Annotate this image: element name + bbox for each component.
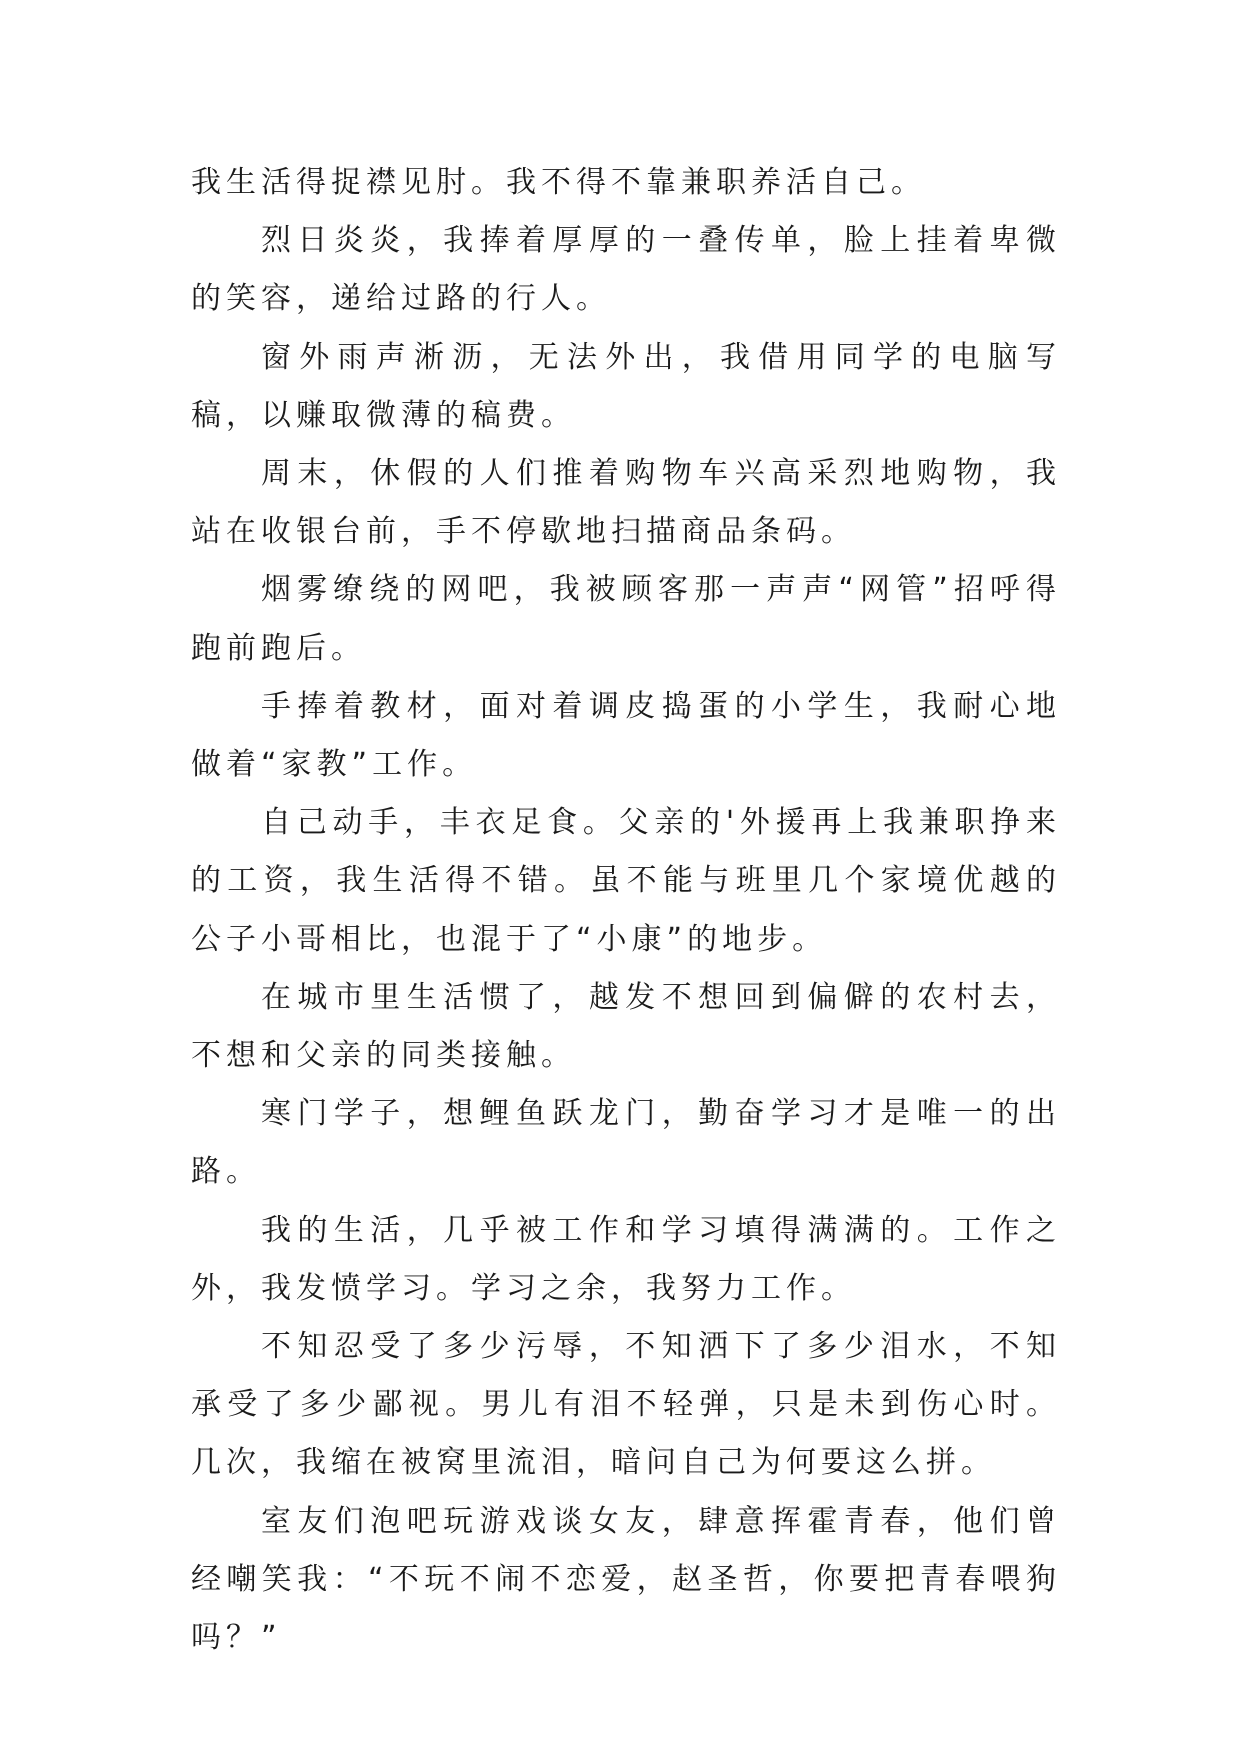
paragraph: 周末，休假的人们推着购物车兴高采烈地购物，我站在收银台前，手不停歇地扫描商品条码。	[191, 456, 1061, 550]
paragraph: 寒门学子，想鲤鱼跃龙门，勤奋学习才是唯一的出路。	[191, 1096, 1061, 1190]
paragraph: 自己动手，丰衣足食。父亲的'外援再上我兼职挣来的工资，我生活得不错。虽不能与班里几个家境优越的公子小哥相比，也混于了“小康”的地步。	[191, 805, 1061, 957]
body-text	[191, 154, 1061, 1667]
paragraph: 室友们泡吧玩游戏谈女友，肆意挥霍青春，他们曾经嘲笑我：“不玩不闹不恋爱，赵圣哲，你要把青春喂狗吗？”	[191, 1503, 1061, 1656]
paragraph: 不知忍受了多少污辱，不知洒下了多少泪水，不知承受了多少鄙视。男儿有泪不轻弹，只是未到伤心时。几次，我缩在被窝里流泪，暗问自己为何要这么拼。	[191, 1329, 1061, 1481]
paragraph: 手捧着教材，面对着调皮捣蛋的小学生，我耐心地做着“家教”工作。	[191, 688, 1061, 783]
paragraph: 我生活得捉襟见肘。我不得不靠兼职养活自己。	[191, 165, 926, 200]
paragraph: 烈日炎炎，我捧着厚厚的一叠传单，脸上挂着卑微的笑容，递给过路的行人。	[191, 223, 1061, 317]
paragraph: 我的生活，几乎被工作和学习填得满满的。工作之外，我发愤学习。学习之余，我努力工作。	[191, 1212, 1061, 1306]
paragraph: 在城市里生活惯了，越发不想回到偏僻的农村去，不想和父亲的同类接触。	[191, 979, 1061, 1074]
paragraph: 烟雾缭绕的网吧，我被顾客那一声声“网管”招呼得跑前跑后。	[191, 572, 1061, 666]
paragraph: 窗外雨声淅沥，无法外出，我借用同学的电脑写稿，以赚取微薄的稿费。	[191, 339, 1061, 433]
